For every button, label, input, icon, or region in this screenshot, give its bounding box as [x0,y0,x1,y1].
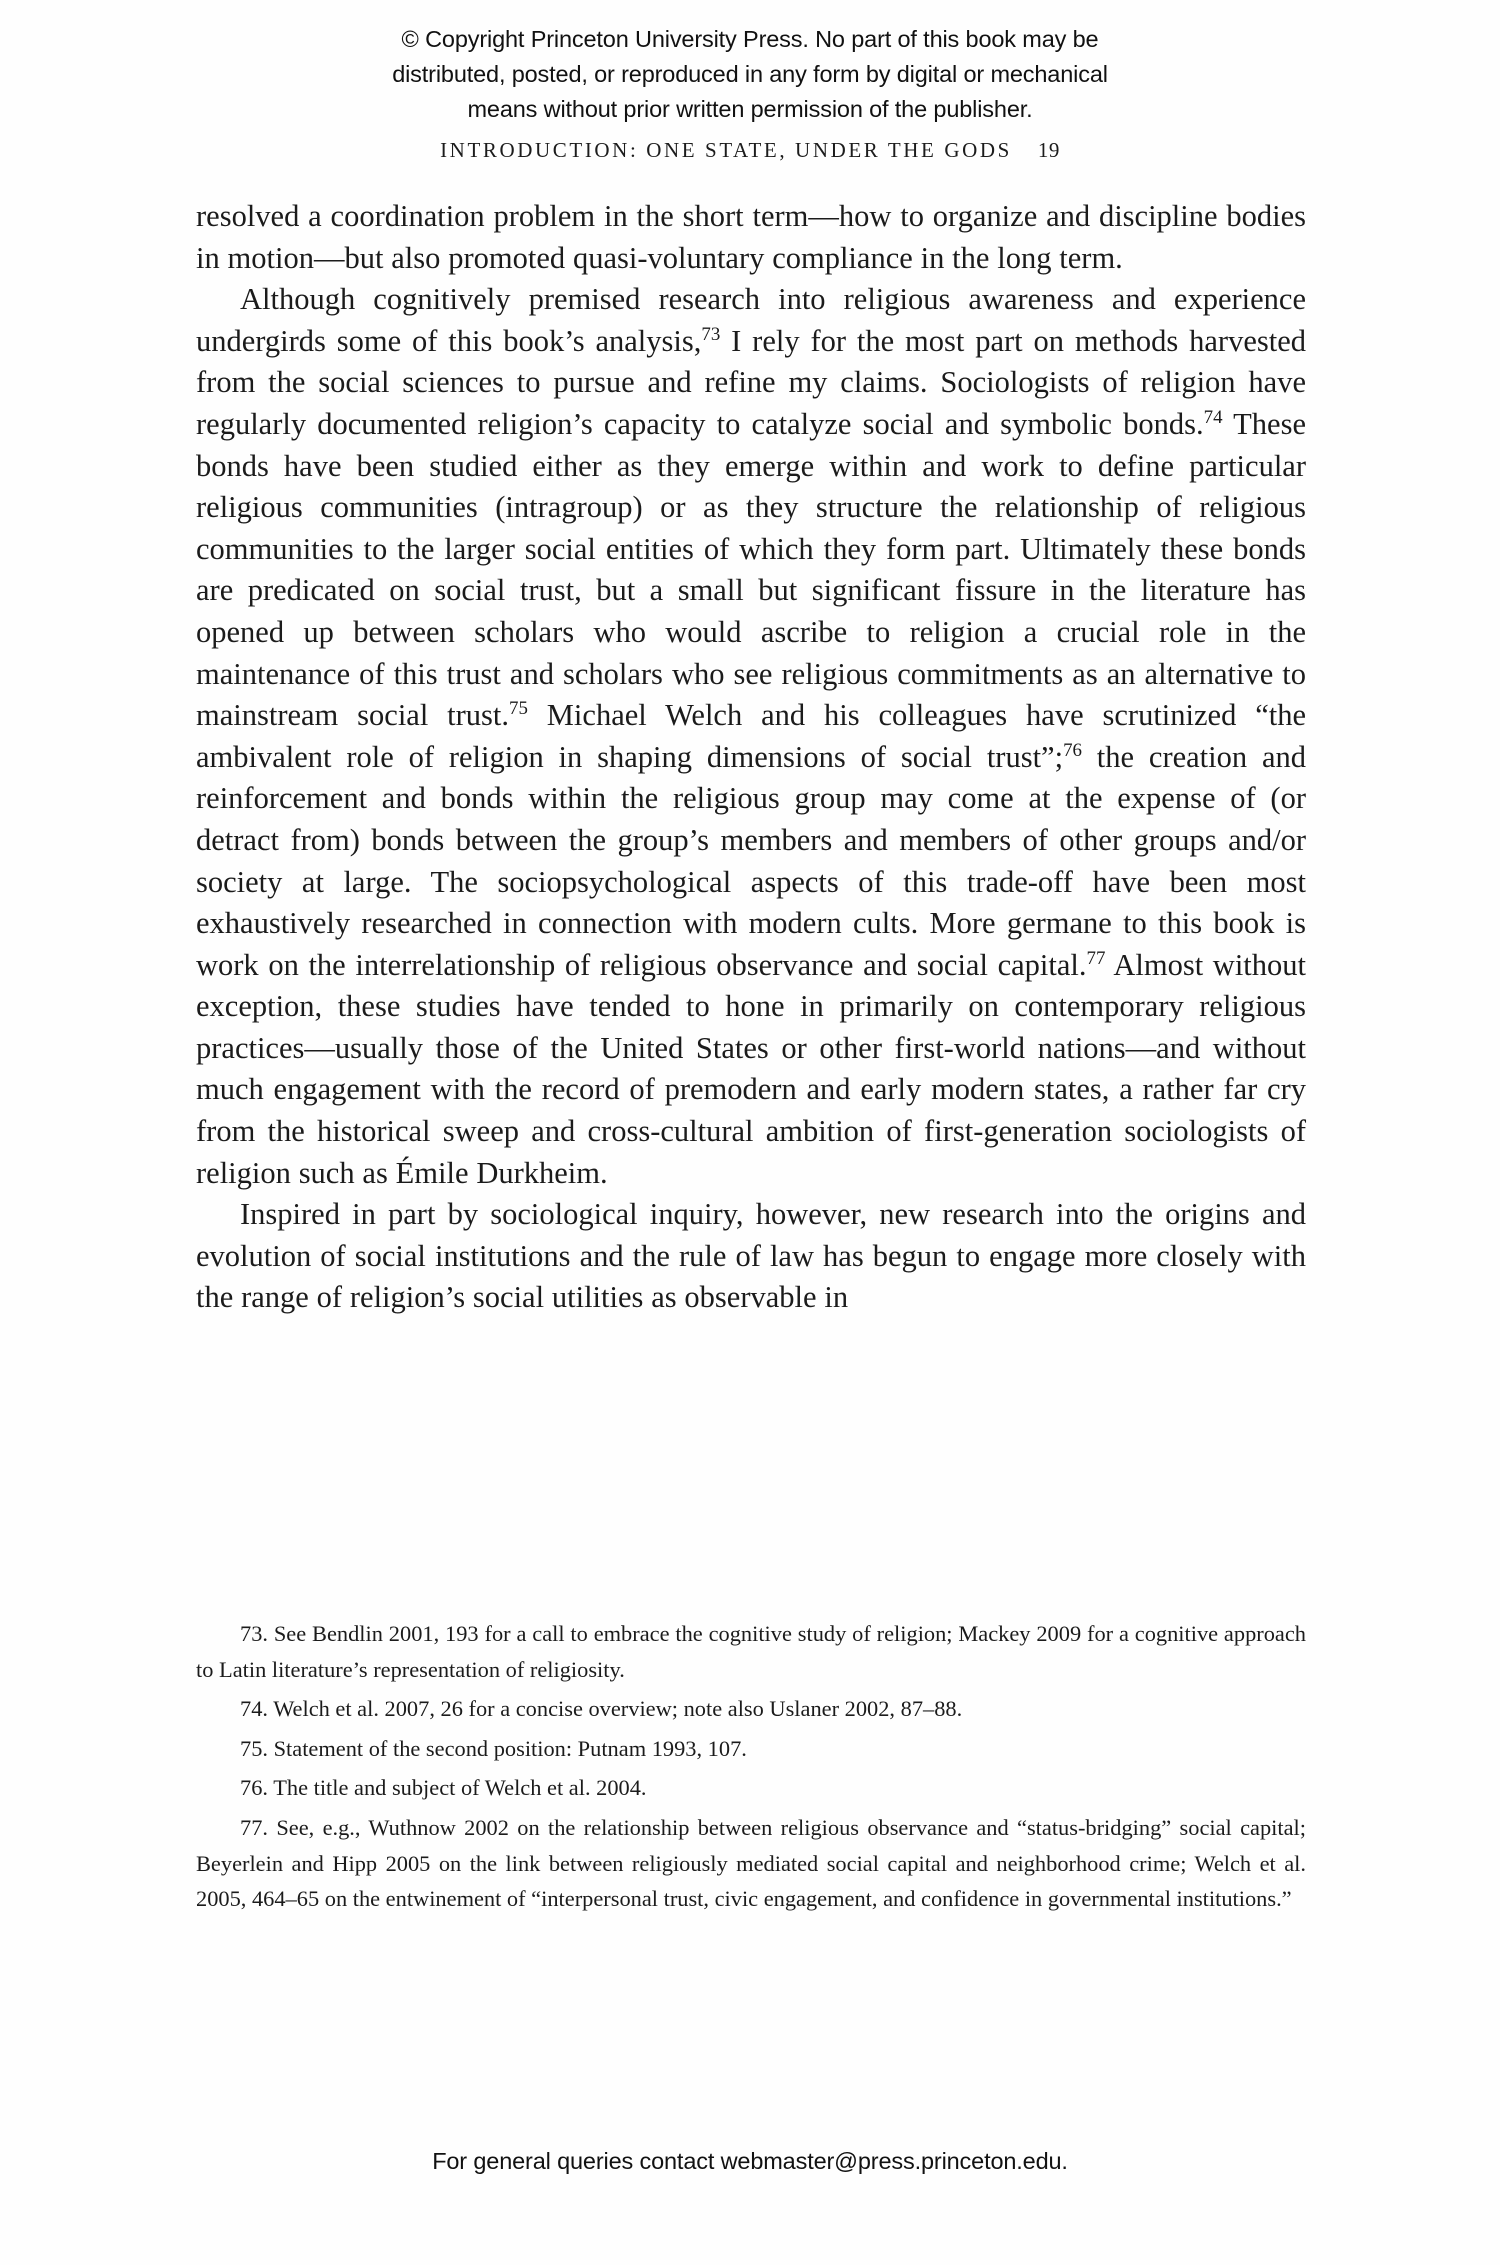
copyright-notice [0,22,1500,127]
footnote-marker[interactable]: 76 [1063,739,1082,761]
footnote-marker[interactable]: 74 [1203,406,1223,428]
footnote-number: 75. [240,1735,268,1761]
footnote-entry: 73. See Bendlin 2001, 193 for a call to embrace the cognitive study of religion; Mackey 2009 for a cognitive approach to Latin literature’s representation of religiosity. [196,1621,1306,1682]
footnote-marker[interactable]: 75 [509,697,528,719]
footnote-number: 74. [240,1696,268,1722]
footnote-number: 77. [240,1814,268,1840]
page-number: 19 [1037,138,1060,162]
running-head-title: INTRODUCTION: ONE STATE, UNDER THE GODS [440,138,1012,162]
footer-contact-line: For general queries contact webmaster@press.princeton.edu. [432,2148,1068,2174]
footnote-entry: 77. See, e.g., Wuthnow 2002 on the relationship between religious observance and “status-bridging” social capital; Beyerlein and Hipp 2005 on the link between religiously mediated social capital and neighborhood crime; Welch et al. 2005, 464–65 on the entwinement of “interpersonal trust, civic engagement, and confidence in governmental institutions.” [196,1814,1306,1912]
footnote-entry: 74. Welch et al. 2007, 26 for a concise overview; note also Uslaner 2002, 87–88. [240,1696,963,1722]
footnote-number: 76. [240,1775,268,1801]
footnote-entry: 75. Statement of the second position: Putnam 1993, 107. [240,1735,747,1761]
copyright-line-2: distributed, posted, or reproduced in any form by digital or mechanical [392,61,1108,87]
body-paragraph: Inspired in part by sociological inquiry, however, new research into the origins and evolution of social institutions and the rule of law has begun to engage more closely with the range of religion’s social utilities as observable in [196,1197,1306,1315]
copyright-line-1: © Copyright Princeton University Press. No part of this book may be [401,26,1099,52]
body-text-column [196,196,1306,1319]
footnote-number: 73. [240,1621,268,1646]
footnotes-section [196,1616,1306,1921]
body-paragraph: Although cognitively premised research into religious awareness and experience undergirds some of this book’s analysis,$^{73}$ I rely for the most part on methods harvested from the social sciences to pursue and refine my claims. Sociologists of religion have regularly documented religion’s capacity to catalyze social and symbolic bonds.$^{74}$ These bonds have been studied either as they emerge within and work to define particular religious communities (intragroup) or as they structure the relationship of religious communities to the larger social entities of which they form part. Ultimately these bonds are predicated on social trust, but a small but significant fissure in the literature has opened up between scholars who would ascribe to religion a crucial role in the maintenance of this trust and scholars who see religious commitments as an alternative to mainstream social trust.$^{75}$ Michael Welch and his colleagues have scrutinized “the ambivalent role of religion in shaping dimensions of social trust”;$^{76}$ the creation and reinforcement and bonds within the religious group may come at the expense of (or detract from) bonds between the group’s members and members of other groups and/or society at large. The sociopsychological aspects of this trade-off have been most exhaustively researched in connection with modern cults. More germane to this book is work on the interrelationship of religious observance and social capital.$^{77}$ Almost without exception, these studies have tended to hone in primarily on contemporary religious practices—usually those of the United States or other first-world nations—and without much engagement with the record of premodern and early modern states, a rather far cry from the historical sweep and cross-cultural ambition of first-generation sociologists of religion such as Émile Durkheim. [196,282,1306,1190]
footnote-marker[interactable]: 77 [1086,947,1106,969]
copyright-line-3: means without prior written permission of the publisher. [467,96,1033,122]
body-paragraph: resolved a coordination problem in the short term—how to organize and discipline bodies in motion—but also promoted quasi-voluntary compliance in the long term. [196,199,1306,275]
footnote-marker[interactable]: 73 [701,323,721,345]
running-head [0,138,1500,163]
footnote-entry: 76. The title and subject of Welch et al. 2004. [240,1775,647,1801]
